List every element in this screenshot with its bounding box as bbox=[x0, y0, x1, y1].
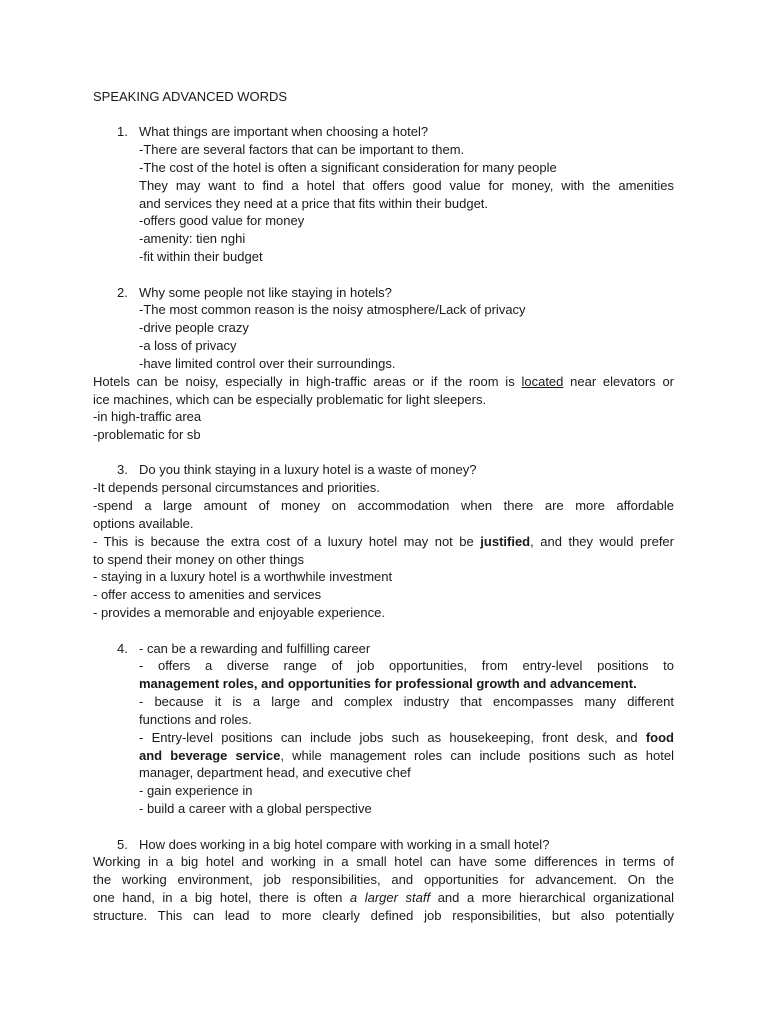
q1-line: They may want to find a hotel that offers good value for money, with the amenities bbox=[139, 178, 674, 193]
underlined-word: located bbox=[521, 374, 564, 389]
q2-line: -The most common reason is the noisy atmosphere/Lack of privacy bbox=[139, 302, 526, 317]
q4-line: and beverage service, while management roles can include positions such as hotel bbox=[139, 748, 674, 763]
q1-number: 1. bbox=[117, 124, 128, 139]
italic-phrase: a larger staff bbox=[349, 890, 431, 905]
q4-number: 4. bbox=[117, 641, 128, 656]
q3-line: - staying in a luxury hotel is a worthwhile investment bbox=[93, 569, 393, 584]
q5-paragraph-line: structure. This can lead to more clearly defined job responsibilities, but also potentially bbox=[93, 908, 674, 923]
q5-paragraph-line: Working in a big hotel and working in a small hotel can have some differences in terms of bbox=[93, 854, 674, 869]
q4-line: - offers a diverse range of job opportunities, from entry-level positions to bbox=[139, 658, 674, 673]
q4-bold-line: management roles, and opportunities for professional growth and advancement. bbox=[139, 676, 637, 691]
q3-line: to spend their money on other things bbox=[93, 552, 305, 567]
bold-phrase: and beverage service bbox=[139, 748, 281, 763]
bold-word: justified bbox=[480, 534, 531, 549]
q3-line: options available. bbox=[93, 516, 194, 531]
q3-line: - offer access to amenities and services bbox=[93, 587, 322, 602]
q2-line: -drive people crazy bbox=[139, 320, 249, 335]
q1-line: -amenity: tien nghi bbox=[139, 231, 246, 246]
q1-line: -The cost of the hotel is often a significant consideration for many people bbox=[139, 160, 557, 175]
q5-paragraph-line: the working environment, job responsibilities, and opportunities for advancement. On the bbox=[93, 872, 674, 887]
q4-line: functions and roles. bbox=[139, 712, 252, 727]
q3-line: -spend a large amount of money on accommodation when there are more affordable bbox=[93, 498, 674, 513]
q3-line: - This is because the extra cost of a luxury hotel may not be justified, and they would prefer bbox=[93, 534, 674, 549]
q3-line: -It depends personal circumstances and priorities. bbox=[93, 480, 380, 495]
q2-number: 2. bbox=[117, 285, 128, 300]
q4-line: - can be a rewarding and fulfilling career bbox=[139, 641, 371, 656]
bold-word: food bbox=[645, 730, 674, 745]
q2-line: -in high-traffic area bbox=[93, 409, 202, 424]
q3-question: Do you think staying in a luxury hotel is a waste of money? bbox=[139, 462, 477, 477]
q5-paragraph-line: one hand, in a big hotel, there is often a larger staff and a more hierarchical organizational bbox=[93, 890, 674, 905]
q1-line: -offers good value for money bbox=[139, 213, 305, 228]
q1-line: -fit within their budget bbox=[139, 249, 263, 264]
q4-line: - build a career with a global perspective bbox=[139, 801, 372, 816]
q2-line: -a loss of privacy bbox=[139, 338, 237, 353]
q4-line: - Entry-level positions can include jobs such as housekeeping, front desk, and food bbox=[139, 730, 674, 745]
q3-line: - provides a memorable and enjoyable experience. bbox=[93, 605, 385, 620]
q5-number: 5. bbox=[117, 837, 128, 852]
q2-line: -have limited control over their surroundings. bbox=[139, 356, 396, 371]
q3-number: 3. bbox=[117, 462, 128, 477]
q2-paragraph-line: Hotels can be noisy, especially in high-traffic areas or if the room is located near elevators or bbox=[93, 374, 674, 389]
q4-line: manager, department head, and executive chef bbox=[139, 765, 411, 780]
q4-line: - gain experience in bbox=[139, 783, 253, 798]
document-title: SPEAKING ADVANCED WORDS bbox=[93, 89, 288, 104]
q4-line: - because it is a large and complex industry that encompasses many different bbox=[139, 694, 674, 709]
q1-question: What things are important when choosing a hotel? bbox=[139, 124, 429, 139]
q5-question: How does working in a big hotel compare with working in a small hotel? bbox=[139, 837, 550, 852]
q2-line: -problematic for sb bbox=[93, 427, 201, 442]
q1-line: -There are several factors that can be important to them. bbox=[139, 142, 465, 157]
q2-question: Why some people not like staying in hotels? bbox=[139, 285, 392, 300]
q1-line: and services they need at a price that fits within their budget. bbox=[139, 196, 489, 211]
q2-paragraph-line: ice machines, which can be especially problematic for light sleepers. bbox=[93, 392, 487, 407]
